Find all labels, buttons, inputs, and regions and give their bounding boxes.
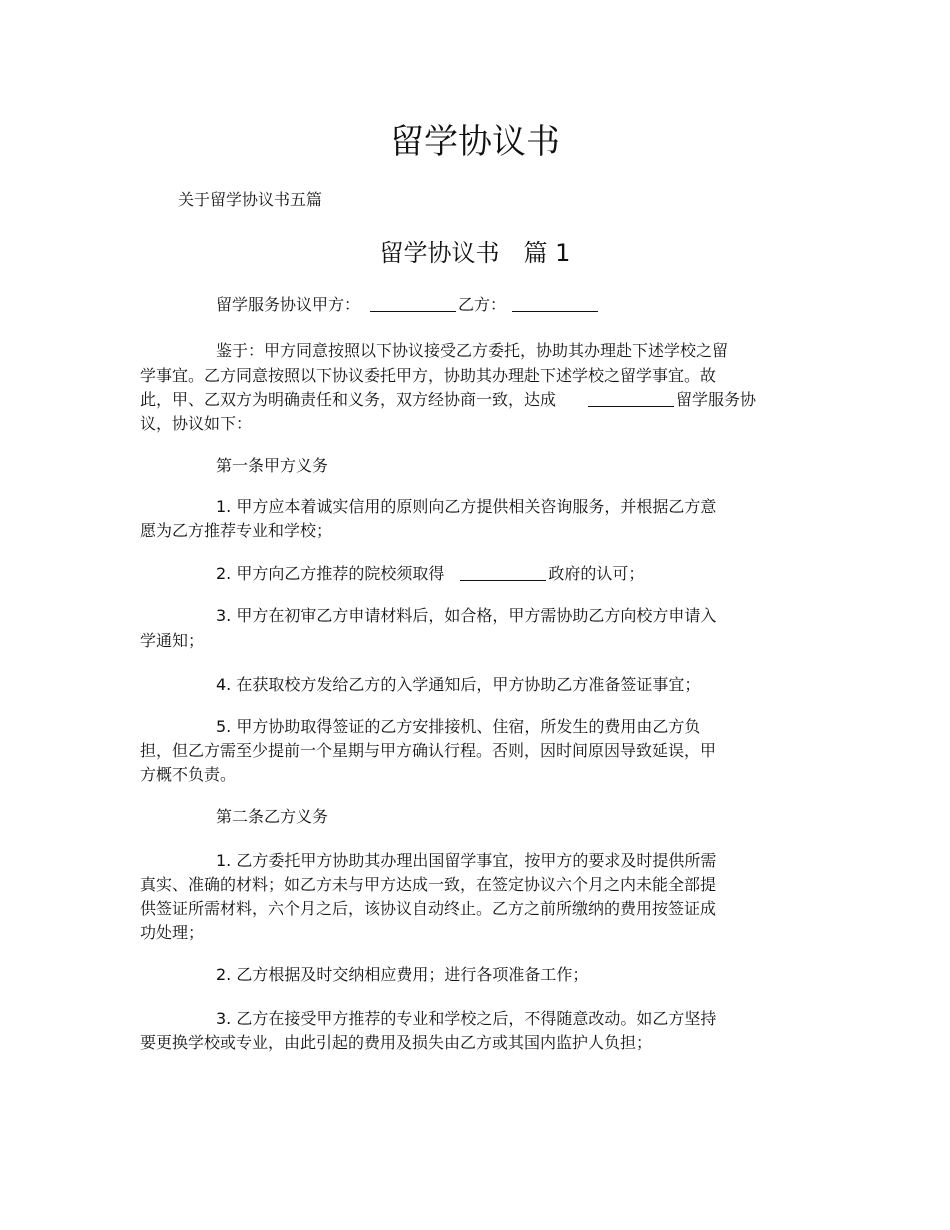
article-heading: 第二条乙方义务 <box>216 807 329 826</box>
document-subtitle: 关于留学协议书五篇 <box>178 190 323 209</box>
clause-line: 1. 乙方委托甲方协助其办理出国留学事宜，按甲方的要求及时提供所需 <box>216 851 717 870</box>
party-a-blank <box>370 295 456 312</box>
clause-line: 2. 乙方根据及时交纳相应费用；进行各项准备工作； <box>216 965 589 984</box>
government-blank <box>460 564 546 581</box>
preamble-line: 鉴于：甲方同意按照以下协议接受乙方委托，协助其办理赴下述学校之留 <box>216 341 729 360</box>
clause-line <box>216 563 644 585</box>
clause-line: 真实、准确的材料；如乙方未与甲方达成一致，在签定协议六个月之内未能全部提 <box>140 875 717 894</box>
agreement-name-blank <box>588 390 674 407</box>
clause-line: 5. 甲方协助取得签证的乙方安排接机、住宿，所发生的费用由乙方负 <box>216 717 701 736</box>
clause-line: 要更换学校或专业，由此引起的费用及损失由乙方或其国内监护人负担； <box>140 1033 653 1052</box>
party-b-label: 乙方： <box>458 295 507 314</box>
clause-line: 方概不负责。 <box>140 765 237 784</box>
section-title: 留学协议书 篇 1 <box>379 239 571 267</box>
preamble-text: 此，甲、乙双方为明确责任和义务，双方经协商一致，达成 <box>140 390 557 409</box>
clause-line: 3. 乙方在接受甲方推荐的专业和学校之后，不得随意改动。如乙方坚持 <box>216 1009 717 1028</box>
article-heading: 第一条甲方义务 <box>216 456 329 475</box>
party-line <box>216 294 600 316</box>
preamble-line: 学事宜。乙方同意按照以下协议委托甲方，协助其办理赴下述学校之留学事宜。故 <box>140 366 717 385</box>
preamble-text: 留学服务协 <box>676 390 757 409</box>
clause-line: 1. 甲方应本着诚实信用的原则向乙方提供相关咨询服务，并根据乙方意 <box>216 497 717 516</box>
clause-text: 政府的认可； <box>548 564 645 583</box>
clause-line: 4. 在获取校方发给乙方的入学通知后，甲方协助乙方准备签证事宜； <box>216 675 701 694</box>
clause-line: 功处理； <box>140 923 205 942</box>
preamble-line: 议，协议如下： <box>140 414 253 433</box>
party-a-label: 留学服务协议甲方： <box>216 295 361 314</box>
clause-line: 担，但乙方需至少提前一个星期与甲方确认行程。否则，因时间原因导致延误，甲 <box>140 741 717 760</box>
clause-line: 供签证所需材料，六个月之后，该协议自动终止。乙方之前所缴纳的费用按签证成 <box>140 899 717 918</box>
clause-line: 学通知； <box>140 631 205 650</box>
preamble-line <box>140 389 756 411</box>
party-b-blank <box>512 295 598 312</box>
clause-text: 2. 甲方向乙方推荐的院校须取得 <box>216 564 445 583</box>
clause-line: 愿为乙方推荐专业和学校； <box>140 521 333 540</box>
document-title: 留学协议书 <box>390 122 560 162</box>
clause-line: 3. 甲方在初审乙方申请材料后，如合格，甲方需协助乙方向校方申请入 <box>216 606 717 625</box>
